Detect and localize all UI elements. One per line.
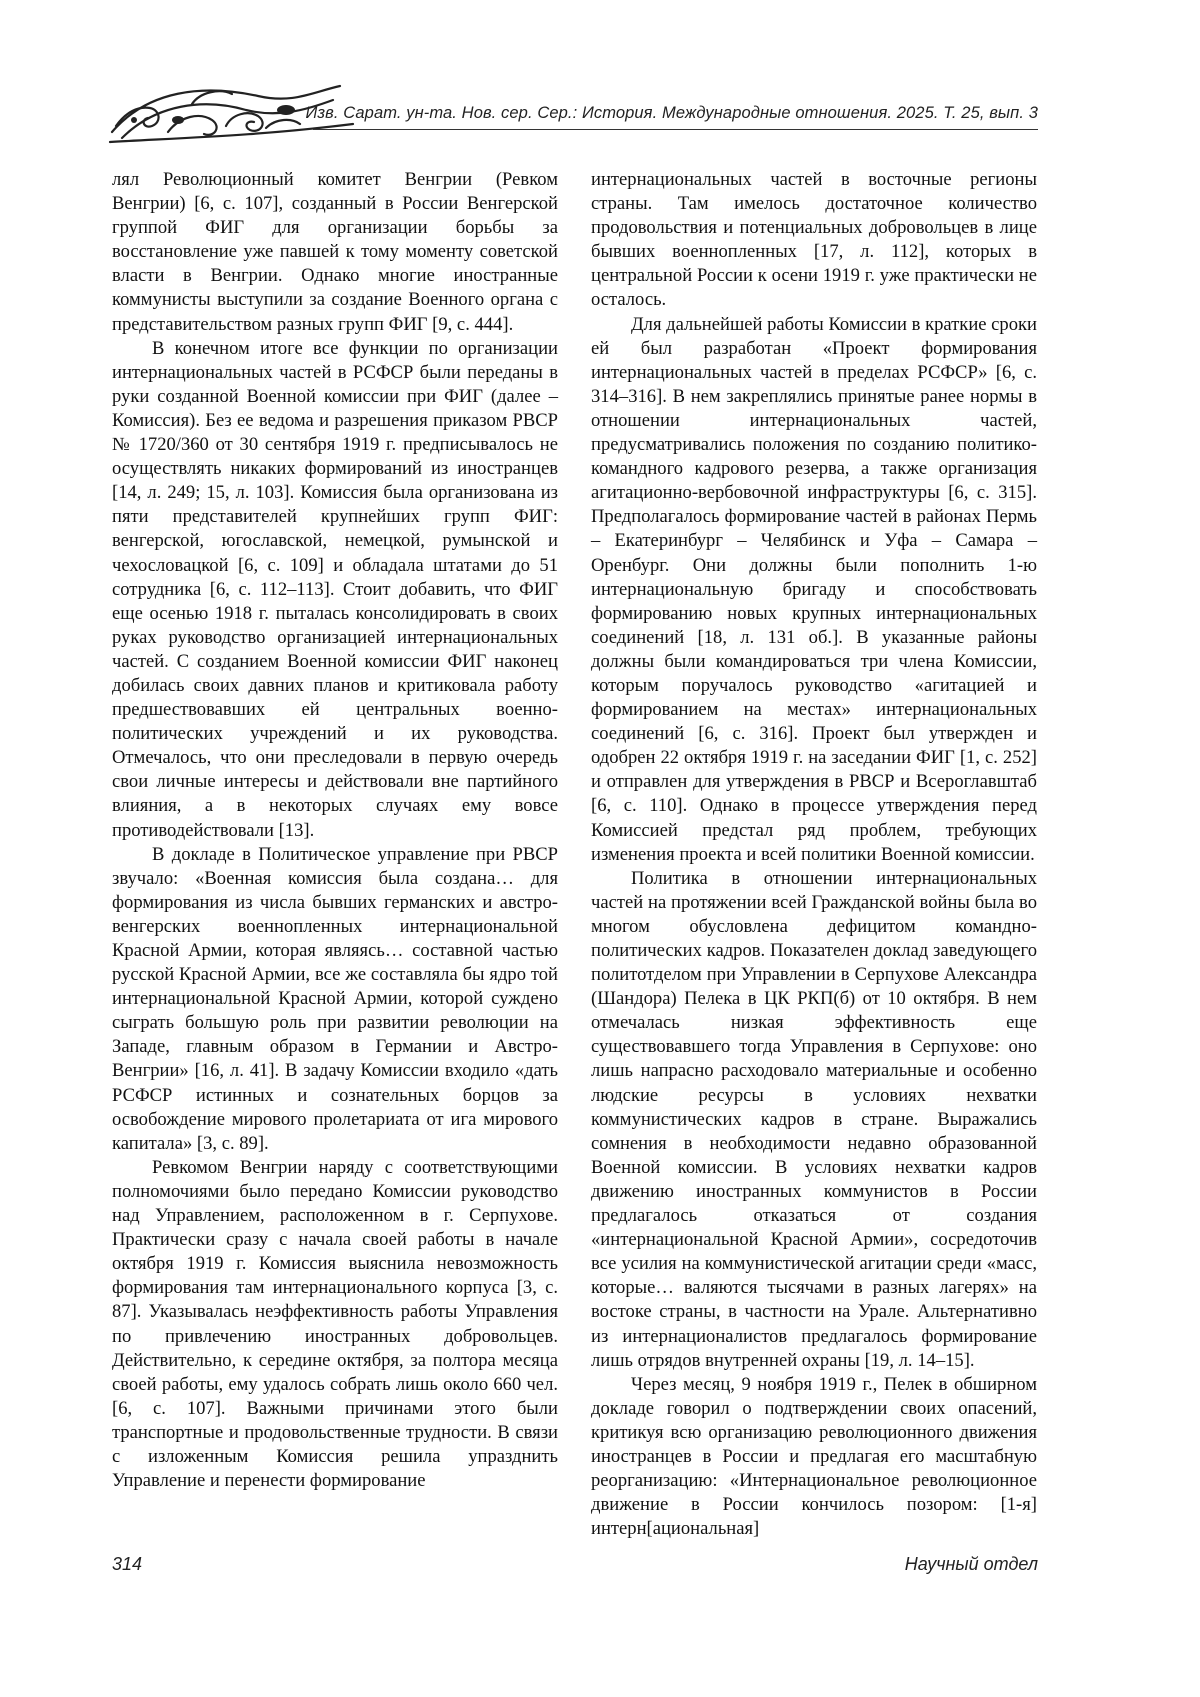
- header-rule: [313, 129, 1038, 130]
- left-column: [112, 168, 558, 1493]
- page-number: 314: [112, 1554, 143, 1574]
- paragraph: В конечном итоге все функции по организации интернациональных частей в РСФСР были переданы в руки созданной Военной комиссии при ФИГ (далее – Комиссия). Без ее ведома и разрешения приказом РВСР № 1720/360 от 30 сентября 1919 г. предписывалось не осуществлять никаких формирований из иностранцев [14, л. 249; 15, л. 103]. Комиссия была организована из пяти представителей крупнейших групп ФИГ: венгерской, югославской, немецкой, румынской и чехословацкой [6, с. 109] и обладала штатами до 51 сотрудника [6, с. 112–113]. Стоит добавить, что ФИГ еще осенью 1918 г. пыталась консолидировать в своих руках руководство организацией интернациональных частей. С созданием Военной комиссии ФИГ наконец добилась своих давних планов и критиковала работу предшествовавших ей центральных военно-политических учреждений и их руководства. Отмечалось, что они преследовали в первую очередь свои личные интересы и действовали вне партийного влияния, а в некоторых случаях ему вовсе противодействовали [13].: [112, 337, 558, 841]
- running-header: [108, 82, 1038, 144]
- paragraph: Ревкомом Венгрии наряду с соответствующими полномочиями было передано Комиссии руководство над Управлением, расположенном в г. Серпухове. Практически сразу с начала своей работы в начале октября 1919 г. Комиссия выяснила невозможность формирования там интернационального корпуса [3, с. 87]. Указывалась неэффективность работы Управления по привлечению иностранных добровольцев. Действительно, к середине октября, за полтора месяца своей работы, ему удалось собрать лишь около 660 чел. [6, с. 107]. Важными причинами этого были транспортные и продовольственные трудности. В связи с изложенным Комиссия решила упразднить Управление и перенести формирование: [112, 1156, 558, 1492]
- paragraph: Через месяц, 9 ноября 1919 г., Пелек в обширном докладе говорил о подтверждении своих опасений, критикуя всю организацию революционного движения иностранцев в России и предлагая его масштабную реорганизацию: «Интернациональное революционное движение в России кончилось позором: [1-я] интерн[ациональная]: [591, 1373, 1037, 1540]
- running-footer: [112, 1554, 1038, 1580]
- paragraph: Для дальнейшей работы Комиссии в краткие сроки ей был разработан «Проект формирования интернациональных частей в пределах РСФСР» [6, с. 314–316]. В нем закреплялись принятые ранее нормы в отношении интернациональных частей, предусматривались положения по созданию политико-командного кадрового резерва, а также организация агитационно-вербовочной инфраструктуры [6, с. 315]. Предполагалось формирование частей в районах Пермь – Екатеринбург – Челябинск и Уфа – Самара – Оренбург. Они должны были пополнить 1-ю интернациональную бригаду и способствовать формированию новых крупных интернациональных соединений [18, л. 131 об.]. В указанные районы должны были командироваться три члена Комиссии, которым поручалось руководство «агитацией и формированием на местах» интернациональных соединений [6, с. 316]. Проект был утвержден и одобрен 22 октября 1919 г. на заседании ФИГ [1, с. 252] и отправлен для утверждения в РВСР и Всероглавштаб [6, с. 110]. Однако в процессе утверждения перед Комиссией предстал ряд проблем, требующих изменения проекта и всей политики Военной комиссии.: [591, 313, 1038, 865]
- right-column: [591, 168, 1037, 1541]
- paragraph: лял Революционный комитет Венгрии (Ревком Венгрии) [6, с. 107], созданный в России Венгерской группой ФИГ для организации борьбы за восстановление уже павшей к тому моменту советской власти в Венгрии. Однако многие иностранные коммунисты выступили за создание Военного органа с представительством разных групп ФИГ [9, с. 444].: [112, 169, 558, 335]
- paragraph: Политика в отношении интернациональных частей на протяжении всей Гражданской войны была во многом обусловлена дефицитом командно-политических кадров. Показателен доклад заведующего политотделом при Управлении в Серпухове Александра (Шандора) Пелека в ЦК РКП(б) от 10 октября. В нем отмечалась низкая эффективность еще существовавшего тогда Управления в Серпухове: оно лишь напрасно расходовало материальные и особенно людские ресурсы в условиях нехватки коммунистических кадров в стране. Выражались сомнения в необходимости недавно образованной Военной комиссии. В условиях нехватки кадров движению иностранных коммунистов в России предлагалось отказаться от создания «интернациональной Красной Армии», сосредоточив все усилия на коммунистической агитации среди «масс, которые… валяются тысячами в разных лагерях» на востоке страны, в частности на Урале. Альтернативно из интернационалистов предлагалось формирование лишь отрядов внутренней охраны [19, л. 14–15].: [591, 867, 1037, 1371]
- journal-citation: Изв. Сарат. ун-та. Нов. сер. Сер.: История. Международные отношения. 2025. Т. 25, вып. 3: [305, 104, 1038, 122]
- paragraph: В докладе в Политическое управление при РВСР звучало: «Военная комиссия была создана… для формирования из числа бывших германских и австро-венгерских военнопленных интернациональной Красной Армии, которая являясь… составной частью русской Красной Армии, все же составляла бы ядро той интернациональной Красной Армии, которой суждено сыграть большую роль при развитии революции на Западе, главным образом в Германии и Австро-Венгрии» [16, л. 41]. В задачу Комиссии входило «дать РСФСР истинных и сознательных борцов за освобождение мирового пролетариата от ига мирового капитала» [3, с. 89].: [112, 843, 558, 1154]
- paragraph: интернациональных частей в восточные регионы страны. Там имелось достаточное количество продовольствия и потенциальных добровольцев в лице бывших военнопленных [17, л. 112], которых в центральной России к осени 1919 г. уже практически не осталось.: [591, 169, 1037, 311]
- section-name: Научный отдел: [904, 1554, 1038, 1574]
